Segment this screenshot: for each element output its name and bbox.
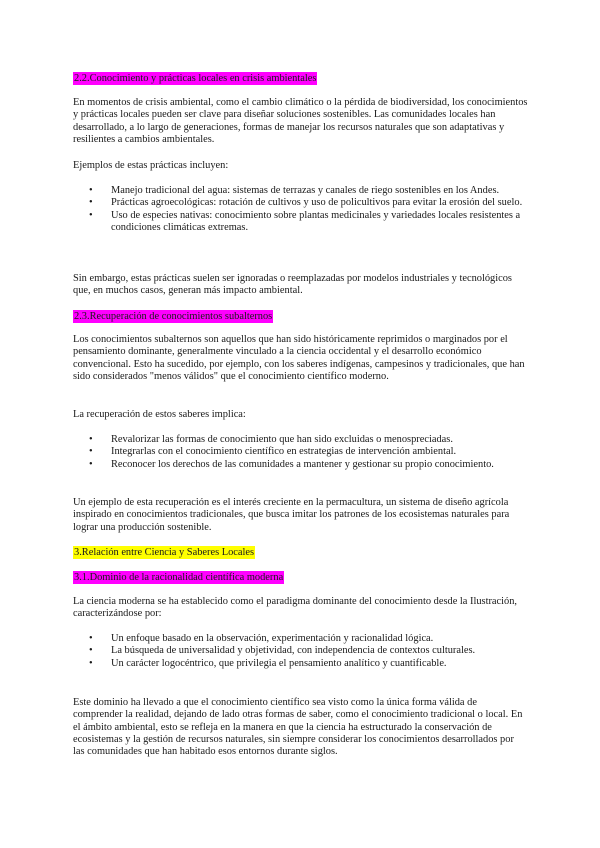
list-item: • Uso de especies nativas: conocimiento sobre plantas medicinales y variedades locales resistentes a condiciones climáticas extremas. — [73, 210, 528, 235]
list-item: • Un carácter logocéntrico, que privilegia el pensamiento analítico y cuantificable. — [73, 658, 528, 670]
paragraph: En momentos de crisis ambiental, como el cambio climático o la pérdida de biodiversidad, los conocimientos y prácticas locales pueden ser clave para diseñar soluciones sostenibles. Las comunidades locales han desarrollado, a lo largo de generaciones, formas de manejar los recursos naturales que son adaptativas y resilientes a cambios ambientales. — [73, 97, 528, 145]
bullet-list-recovery — [73, 434, 528, 471]
paragraph: Sin embargo, estas prácticas suelen ser ignoradas o reemplazadas por modelos industriales y tecnológicos que, en muchos casos, generan más impacto ambiental. — [73, 273, 512, 297]
paragraph: Este dominio ha llevado a que el conocimiento científico sea visto como la única forma válida de comprender la realidad, dejando de lado otras formas de saber, como el conocimiento tradicional o local. En el ámbito ambiental, esto se refleja en la manera en que la ciencia ha estructurado la conservación de ecosistemas y la gestión de recursos naturales, sin siempre considerar los conocimientos desarrollados por las comunidades que han habitado esos entornos durante siglos. — [73, 697, 523, 758]
section-heading-3 — [73, 546, 528, 559]
list-item: • La búsqueda de universalidad y objetividad, con independencia de contextos culturales. — [73, 645, 528, 657]
list-item: • Revalorizar las formas de conocimiento que han sido excluidas o menospreciadas. — [73, 434, 528, 446]
paragraph: La ciencia moderna se ha establecido como el paradigma dominante del conocimiento desde la Ilustración, caracterizándose por: — [73, 596, 518, 620]
paragraph: Ejemplos de estas prácticas incluyen: — [73, 160, 229, 171]
bullet-list-science — [73, 633, 528, 670]
heading-text: 2.3.Recuperación de conocimientos subalternos — [74, 311, 273, 322]
paragraph: La recuperación de estos saberes implica: — [73, 409, 246, 420]
paragraph: Un ejemplo de esta recuperación es el interés creciente en la permacultura, un sistema de diseño agrícola inspirado en conocimientos tradicionales, que busca imitar los patrones de los ecosistemas naturales para lograr una producción sostenible. — [73, 497, 510, 533]
heading-text: 3.Relación entre Ciencia y Saberes Locales — [74, 547, 255, 558]
list-item: • Integrarlas con el conocimiento científico en estrategias de intervención ambiental. — [73, 446, 528, 458]
section-heading-2-2 — [73, 72, 528, 85]
section-heading-3-1 — [73, 571, 528, 584]
list-item: • Manejo tradicional del agua: sistemas de terrazas y canales de riego sostenibles en los Andes. — [73, 185, 528, 197]
heading-text: 2.2.Conocimiento y prácticas locales en crisis ambientales — [74, 73, 317, 84]
heading-text: 3.1.Dominio de la racionalidad científica moderna — [74, 572, 284, 583]
list-item: • Reconocer los derechos de las comunidades a mantener y gestionar su propio conocimiento. — [73, 459, 528, 471]
section-heading-2-3 — [73, 310, 528, 323]
list-item: • Prácticas agroecológicas: rotación de cultivos y uso de policultivos para evitar la erosión del suelo. — [73, 197, 528, 209]
bullet-list-practices — [73, 185, 528, 234]
list-item: • Un enfoque basado en la observación, experimentación y racionalidad lógica. — [73, 633, 528, 645]
paragraph: Los conocimientos subalternos son aquellos que han sido históricamente reprimidos o marginados por el pensamiento dominante, generalmente vinculado a la ciencia occidental y el desarrollo económico convencional. Esto ha sucedido, por ejemplo, con los saberes indígenas, campesinos y tradicionales, que han sido considerados "menos válidos" que el conocimiento científico moderno. — [73, 334, 525, 382]
